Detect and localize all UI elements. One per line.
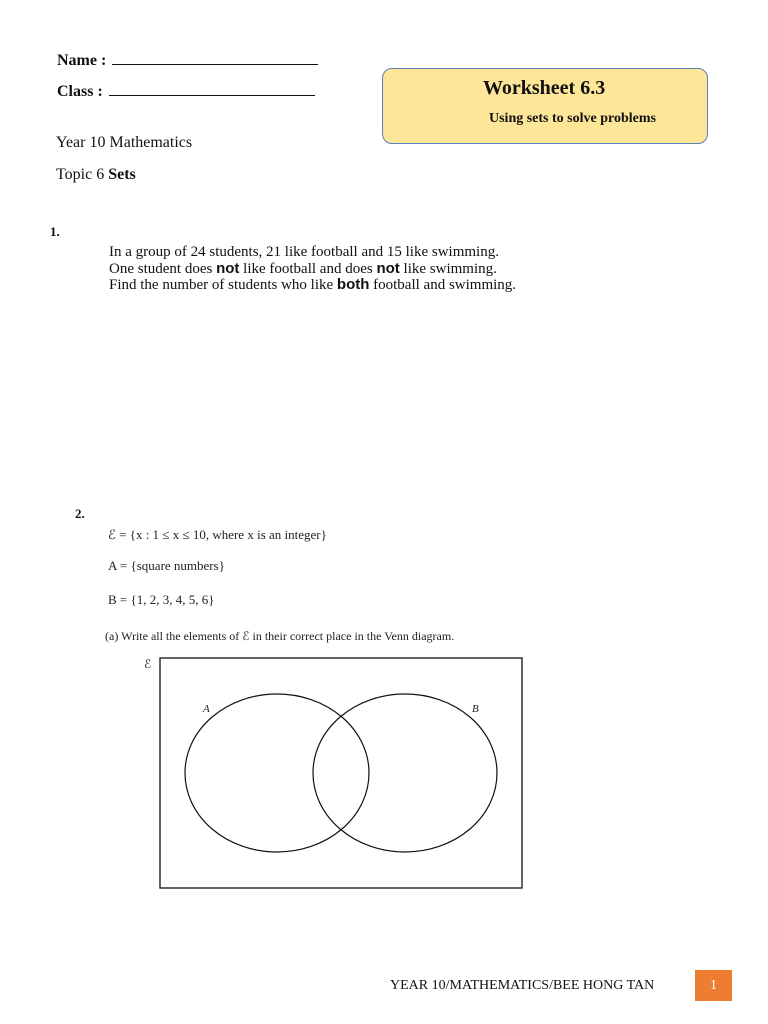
- question-1-number: 1.: [50, 224, 60, 239]
- question-2-number: 2.: [75, 506, 85, 521]
- set-b-definition: B = {1, 2, 3, 4, 5, 6}: [108, 592, 215, 607]
- footer-text: YEAR 10/MATHEMATICS/BEE HONG TAN: [390, 978, 655, 993]
- name-blank-line[interactable]: [112, 50, 318, 65]
- question-1-text: [109, 244, 516, 294]
- question-1-line-1: In a group of 24 students, 21 like football and 15 like swimming.: [109, 244, 499, 260]
- worksheet-subtitle: Using sets to solve problems: [489, 111, 656, 126]
- universal-set-definition: ℰ = {x : 1 ≤ x ≤ 10, where x is an integer}: [108, 527, 327, 542]
- topic-line: [56, 166, 136, 184]
- question-1-line-3: Find the number of students who like both football and swimming.: [109, 276, 517, 293]
- name-field: [57, 50, 318, 70]
- class-blank-line[interactable]: [109, 81, 315, 96]
- question-2-part-a: (a) Write all the elements of ℰ in their correct place in the Venn diagram.: [105, 629, 455, 643]
- set-a-definition: A = {square numbers}: [108, 558, 225, 573]
- topic-prefix: Topic 6: [56, 166, 105, 183]
- page-number-badge: 1: [695, 970, 732, 1001]
- set-a-label: A: [203, 703, 210, 715]
- class-field: [57, 81, 315, 101]
- question-1-line-2: One student does not like football and does not like swimming.: [109, 259, 497, 277]
- universal-set-rectangle[interactable]: [160, 658, 522, 888]
- topic-name: Sets: [108, 166, 136, 183]
- class-label: Class :: [57, 83, 103, 100]
- worksheet-title: Worksheet 6.3: [483, 77, 606, 99]
- subject-line: Year 10 Mathematics: [56, 134, 193, 151]
- name-label: Name :: [57, 52, 107, 69]
- venn-diagram: [140, 650, 530, 895]
- set-b-label: B: [472, 703, 479, 715]
- universal-set-symbol: ℰ: [144, 657, 152, 671]
- worksheet-title-box: [382, 68, 708, 144]
